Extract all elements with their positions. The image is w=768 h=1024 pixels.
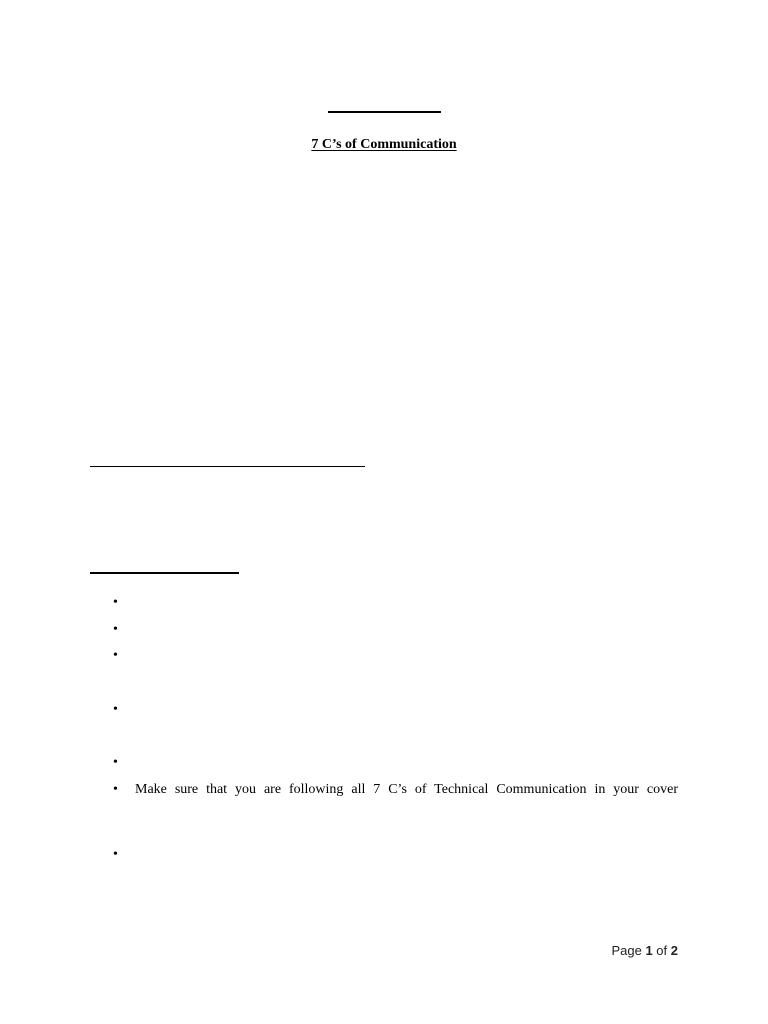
list-item (0, 622, 768, 638)
page-number-footer (611, 943, 678, 959)
list-item (0, 702, 768, 718)
list-item (0, 595, 768, 611)
current-page-number: 1 (645, 943, 653, 958)
bullet-marker: • (113, 755, 118, 770)
list-item-text: Make sure that you are following all 7 C’s of Technical Communication in your cover (135, 782, 678, 797)
bullet-marker: • (113, 702, 118, 717)
bullet-marker: • (113, 782, 118, 797)
section-rule (90, 466, 365, 467)
list-item (0, 847, 768, 863)
list-item (0, 648, 768, 664)
section-heading-rule (90, 572, 239, 574)
of-label: of (656, 943, 668, 958)
bullet-marker: • (113, 648, 118, 663)
list-item (0, 755, 768, 771)
bullet-marker: • (113, 622, 118, 637)
bullet-marker: • (113, 847, 118, 862)
bullet-marker: • (113, 595, 118, 610)
document-title: 7 C’s of Communication (311, 137, 457, 152)
list-item (0, 782, 768, 798)
page-label: Page (611, 943, 642, 958)
heading-underline (328, 111, 441, 113)
total-pages-number: 2 (670, 943, 678, 958)
